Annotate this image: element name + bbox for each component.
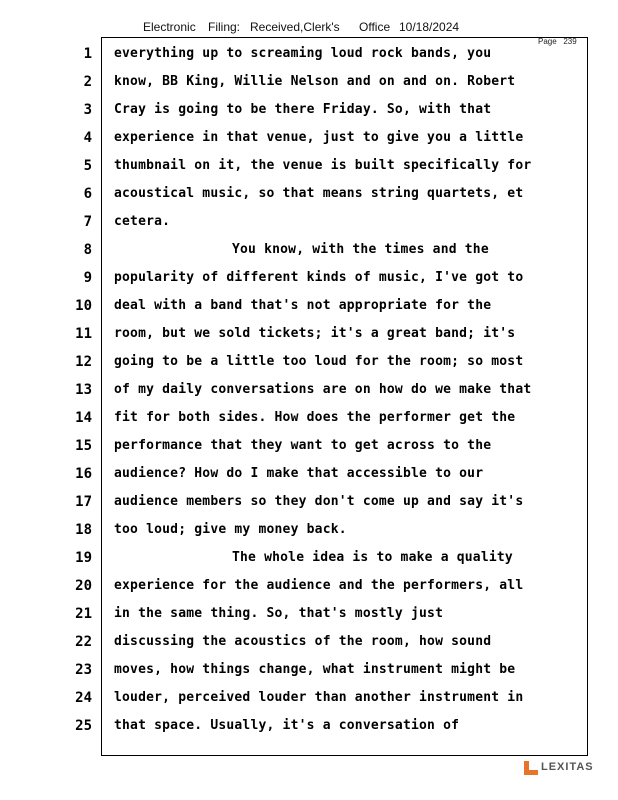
transcript-line: The whole idea is to make a quality xyxy=(232,550,513,565)
line-number: 8 xyxy=(83,242,92,258)
transcript-line: moves, how things change, what instrument might be xyxy=(114,662,516,677)
transcript-line: fit for both sides. How does the performer get the xyxy=(114,410,516,425)
transcript-line: in the same thing. So, that's mostly just xyxy=(114,606,444,621)
line-number: 22 xyxy=(75,634,92,650)
transcript-line: cetera. xyxy=(114,214,171,229)
line-number: 25 xyxy=(75,718,92,734)
line-number: 21 xyxy=(75,606,92,622)
transcript-line: audience? How do I make that accessible to our xyxy=(114,466,484,481)
line-number: 20 xyxy=(75,578,92,594)
header-date: 10/18/2024 xyxy=(399,20,460,34)
line-number: 15 xyxy=(75,438,92,454)
line-number: 4 xyxy=(83,130,92,146)
transcript-line: going to be a little too loud for the room; so most xyxy=(114,354,524,369)
transcript-line: everything up to screaming loud rock bands, you xyxy=(114,46,492,61)
line-number: 9 xyxy=(83,270,92,286)
transcript-line: that space. Usually, it's a conversation of xyxy=(114,718,460,733)
line-number: 10 xyxy=(75,298,92,314)
line-number: 19 xyxy=(75,550,92,566)
line-number: 7 xyxy=(83,214,92,230)
transcript-line: experience for the audience and the performers, all xyxy=(114,578,524,593)
filing-header xyxy=(0,20,618,36)
line-number: 2 xyxy=(83,74,92,90)
transcript-line: room, but we sold tickets; it's a great band; it's xyxy=(114,326,516,341)
line-number: 11 xyxy=(75,326,92,342)
transcript-line: audience members so they don't come up and say it's xyxy=(114,494,524,509)
transcript-line: louder, perceived louder than another instrument in xyxy=(114,690,524,705)
line-number: 12 xyxy=(75,354,92,370)
transcript-line: know, BB King, Willie Nelson and on and on. Robert xyxy=(114,74,516,89)
transcript-text xyxy=(114,44,579,744)
lexitas-logo-mark-icon xyxy=(524,760,538,774)
transcript-line: experience in that venue, just to give you a little xyxy=(114,130,524,145)
line-number: 18 xyxy=(75,522,92,538)
transcript-line: of my daily conversations are on how do we make that xyxy=(114,382,532,397)
transcript-line: acoustical music, so that means string quartets, et xyxy=(114,186,524,201)
line-number: 23 xyxy=(75,662,92,678)
transcript-line: thumbnail on it, the venue is built specifically for xyxy=(114,158,532,173)
page-value: 239 xyxy=(563,37,577,46)
line-number: 6 xyxy=(83,186,92,202)
transcript-line: discussing the acoustics of the room, how sound xyxy=(114,634,492,649)
page-label: Page xyxy=(538,37,557,46)
transcript-line: performance that they want to get across to the xyxy=(114,438,492,453)
header-filing: Filing: xyxy=(208,20,241,34)
line-number: 17 xyxy=(75,494,92,510)
header-electronic: Electronic xyxy=(143,20,196,34)
transcript-line: You know, with the times and the xyxy=(232,242,489,257)
header-office: Office xyxy=(359,20,391,34)
line-number: 3 xyxy=(83,102,92,118)
transcript-line: deal with a band that's not appropriate for the xyxy=(114,298,492,313)
line-number: 5 xyxy=(83,158,92,174)
line-number: 24 xyxy=(75,690,92,706)
header-received: Received,Clerk's xyxy=(250,20,340,34)
lexitas-logo-text: LEXITAS xyxy=(541,761,594,773)
line-number: 1 xyxy=(83,46,92,62)
transcript-line: Cray is going to be there Friday. So, with that xyxy=(114,102,492,117)
line-number: 13 xyxy=(75,382,92,398)
transcript-line: too loud; give my money back. xyxy=(114,522,347,537)
transcript-line: popularity of different kinds of music, I've got to xyxy=(114,270,524,285)
line-number: 16 xyxy=(75,466,92,482)
lexitas-logo xyxy=(524,758,594,776)
line-number: 14 xyxy=(75,410,92,426)
line-number-column xyxy=(62,44,92,744)
